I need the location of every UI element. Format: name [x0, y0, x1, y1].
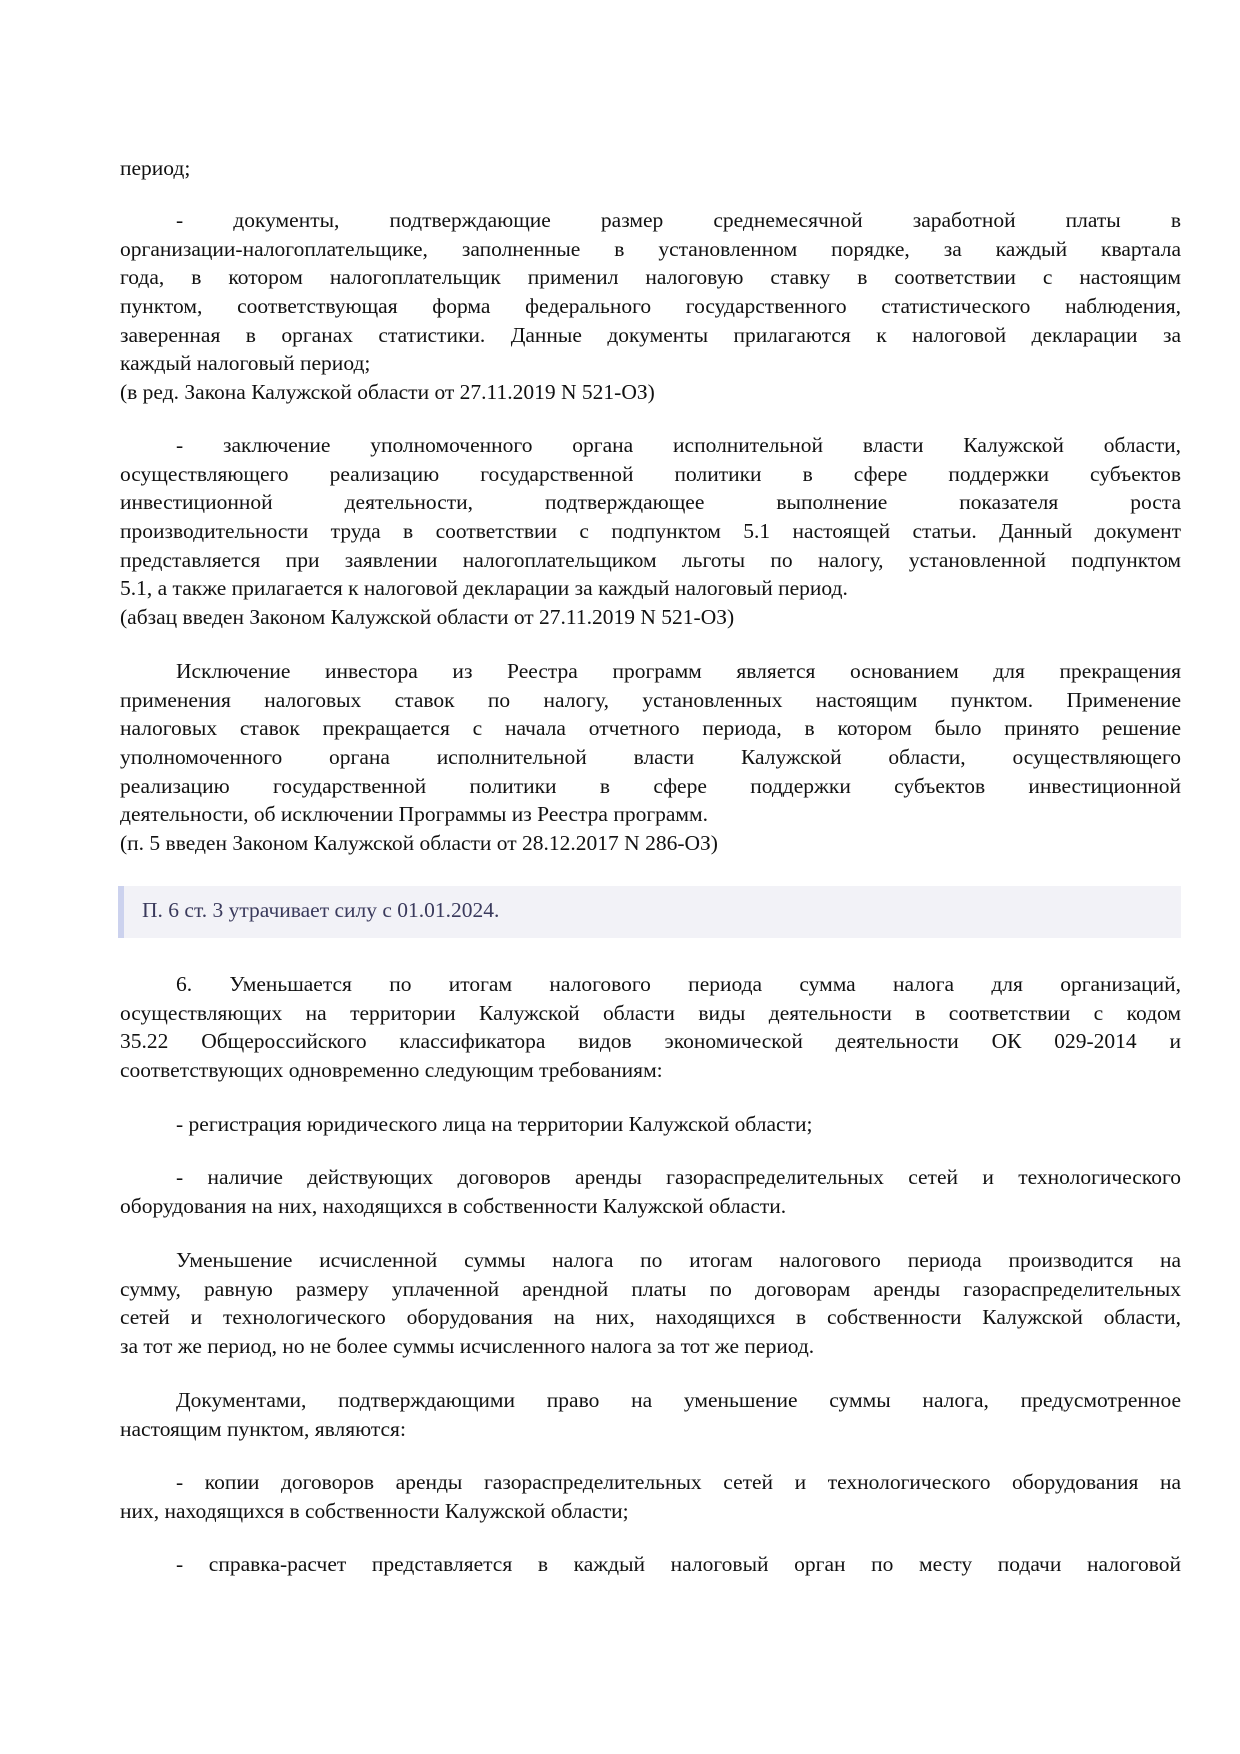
paragraph	[120, 1163, 1181, 1220]
text-line: производительности труда в соответствии с подпунктом 5.1 настоящей статьи. Данный документ	[120, 519, 1181, 544]
paragraph	[120, 970, 1181, 1085]
expiry-notice	[118, 886, 1181, 938]
text-line: за тот же период, но не более суммы исчисленного налога за тот же период.	[120, 1334, 815, 1359]
text-line: (в ред. Закона Калужской области от 27.11.2019 N 521-ОЗ)	[120, 380, 655, 405]
text-line: 5.1, а также прилагается к налоговой декларации за каждый налоговый период.	[120, 576, 848, 601]
paragraph	[120, 154, 1181, 183]
text-line: настоящим пунктом, являются:	[120, 1416, 406, 1441]
text-line: период;	[120, 156, 191, 180]
text-line: каждый налоговый период;	[120, 351, 371, 376]
paragraph	[120, 431, 1181, 632]
text-line: 35.22 Общероссийского классификатора видов экономической деятельности ОК 029-2014 и	[120, 1029, 1181, 1054]
text-line: - наличие действующих договоров аренды газораспределительных сетей и технологического	[176, 1165, 1181, 1189]
text-line: - копии договоров аренды газораспределительных сетей и технологического оборудования на	[176, 1470, 1181, 1494]
text-line: Уменьшение исчисленной суммы налога по итогам налогового периода производится на	[176, 1248, 1181, 1272]
text-line: осуществляющего реализацию государственной политики в сфере поддержки субъектов	[120, 461, 1181, 486]
text-line: них, находящихся в собственности Калужской области;	[120, 1498, 629, 1523]
text-line: сетей и технологического оборудования на них, находящихся в собственности Калужской области,	[120, 1305, 1181, 1330]
text-line: пунктом, соответствующая форма федерального государственного статистического наблюдения,	[120, 294, 1181, 319]
paragraph	[120, 1386, 1181, 1443]
text-line: инвестиционной деятельности, подтверждающее выполнение показателя роста	[120, 490, 1181, 515]
text-line: реализацию государственной политики в сфере поддержки субъектов инвестиционной	[120, 773, 1181, 798]
text-line: - документы, подтверждающие размер среднемесячной заработной платы в	[176, 208, 1181, 232]
text-line: - справка-расчет представляется в каждый налоговый орган по месту подачи налоговой	[176, 1552, 1181, 1576]
text-line: заверенная в органах статистики. Данные документы прилагаются к налоговой декларации за	[120, 322, 1181, 347]
text-line: Документами, подтверждающими право на уменьшение суммы налога, предусмотренное	[176, 1388, 1181, 1412]
text-line: осуществляющих на территории Калужской области виды деятельности в соответствии с кодом	[120, 1000, 1181, 1025]
paragraph	[120, 1550, 1181, 1579]
text-line: уполномоченного органа исполнительной власти Калужской области, осуществляющего	[120, 745, 1181, 770]
paragraph	[120, 206, 1181, 407]
text-line: представляется при заявлении налогоплательщиком льготы по налогу, установленной подпунктом	[120, 547, 1181, 572]
text-line: - заключение уполномоченного органа исполнительной власти Калужской области,	[176, 433, 1181, 457]
text-line: налоговых ставок прекращается с начала отчетного периода, в котором было принято решение	[120, 716, 1181, 741]
text-line: сумму, равную размеру уплаченной арендной платы по договорам аренды газораспределительных	[120, 1276, 1181, 1301]
text-line: Исключение инвестора из Реестра программ является основанием для прекращения	[176, 659, 1181, 683]
paragraph	[120, 1110, 1181, 1139]
text-line: года, в котором налогоплательщик применил налоговую ставку в соответствии с настоящим	[120, 265, 1181, 290]
expiry-notice-text: П. 6 ст. 3 утрачивает силу с 01.01.2024.	[142, 898, 500, 922]
text-line: (п. 5 введен Законом Калужской области от 28.12.2017 N 286-ОЗ)	[120, 831, 718, 856]
paragraph	[120, 1468, 1181, 1525]
paragraph	[120, 657, 1181, 858]
text-line: 6. Уменьшается по итогам налогового периода сумма налога для организаций,	[176, 972, 1181, 996]
paragraph	[120, 1246, 1181, 1361]
text-line: (абзац введен Законом Калужской области от 27.11.2019 N 521-ОЗ)	[120, 605, 735, 630]
text-line: применения налоговых ставок по налогу, установленных настоящим пунктом. Применение	[120, 687, 1181, 712]
text-line: организации-налогоплательщике, заполненные в установленном порядке, за каждый квартала	[120, 236, 1181, 261]
text-line: соответствующих одновременно следующим требованиям:	[120, 1058, 663, 1083]
text-line: деятельности, об исключении Программы из Реестра программ.	[120, 802, 709, 827]
text-line: - регистрация юридического лица на территории Калужской области;	[176, 1112, 813, 1136]
text-line: оборудования на них, находящихся в собственности Калужской области.	[120, 1193, 787, 1218]
